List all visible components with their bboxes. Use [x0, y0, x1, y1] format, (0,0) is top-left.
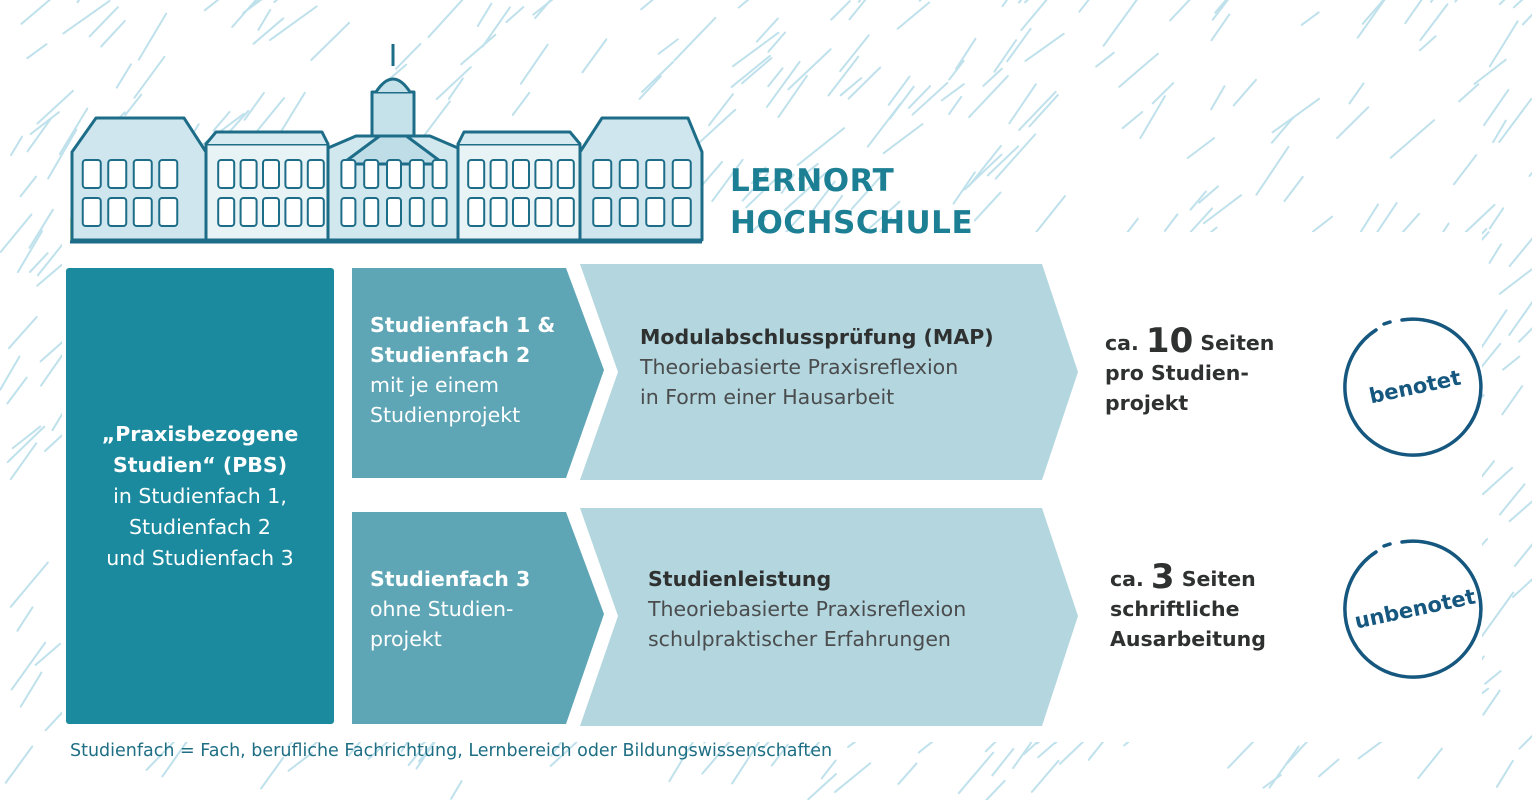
row2-exam-text [648, 564, 966, 654]
row1-subject-line-2: Studienprojekt [370, 403, 521, 427]
row1-amount [1105, 321, 1275, 418]
row1-amount-line-2: projekt [1105, 391, 1189, 415]
pbs-heading-2: Studien“ (PBS) [112, 452, 288, 477]
row2-exam-heading: Studienleistung [648, 567, 832, 591]
row2-exam-line-1: Theoriebasierte Praxisreflexion [648, 597, 967, 621]
row1-subject-text [370, 310, 555, 430]
title-line-1: LERNORT [730, 163, 895, 199]
footnote: Studienfach = Fach, berufliche Fachrichtung, Lernbereich oder Bildungswissenschaften [70, 741, 833, 761]
row1-exam-line-2: in Form einer Hausarbeit [640, 385, 895, 409]
row1-amount-unit: Seiten [1200, 331, 1275, 355]
row2-stamp-label: unbenotet [1352, 584, 1478, 634]
pbs-line-3: und Studienfach 3 [106, 545, 294, 570]
row2-exam-line-2: schulpraktischer Erfahrungen [648, 627, 951, 651]
row1-exam-line-1: Theoriebasierte Praxisreflexion [640, 355, 959, 379]
row1-subject-bold-1: Studienfach 1 & [370, 313, 556, 337]
row2-amount-line-1: schriftliche [1110, 597, 1240, 621]
row1-subject-line-1: mit je einem [370, 373, 499, 397]
row1-grade-stamp [1340, 312, 1490, 462]
pbs-line-1: in Studienfach 1, [113, 483, 287, 508]
row1-exam-heading: Modulabschlussprüfung (MAP) [640, 325, 994, 349]
row2-amount-number: 3 [1150, 557, 1175, 597]
row1-amount-prefix: ca. [1105, 331, 1139, 355]
row1-exam-text [640, 322, 994, 412]
row1-amount-line-1: pro Studien- [1105, 361, 1249, 385]
row1-stamp-label: benotet [1367, 365, 1463, 409]
row1-amount-number: 10 [1145, 321, 1194, 361]
row2-subject-bold-1: Studienfach 3 [370, 567, 531, 591]
row1-subject-bold-2: Studienfach 2 [370, 343, 531, 367]
row2-amount-unit: Seiten [1181, 567, 1256, 591]
row2-subject-line-2: projekt [370, 627, 442, 651]
title-line-2: HOCHSCHULE [730, 205, 974, 241]
row2-subject-line-1: ohne Studien- [370, 597, 514, 621]
row2-amount [1110, 557, 1266, 654]
row2-subject-text [370, 564, 530, 654]
row2-amount-line-2: Ausarbeitung [1110, 627, 1266, 651]
row2-grade-stamp [1340, 534, 1490, 684]
row2-amount-prefix: ca. [1110, 567, 1144, 591]
pbs-line-2: Studienfach 2 [129, 514, 271, 539]
pbs-heading-1: „Praxisbezogene [101, 421, 299, 446]
